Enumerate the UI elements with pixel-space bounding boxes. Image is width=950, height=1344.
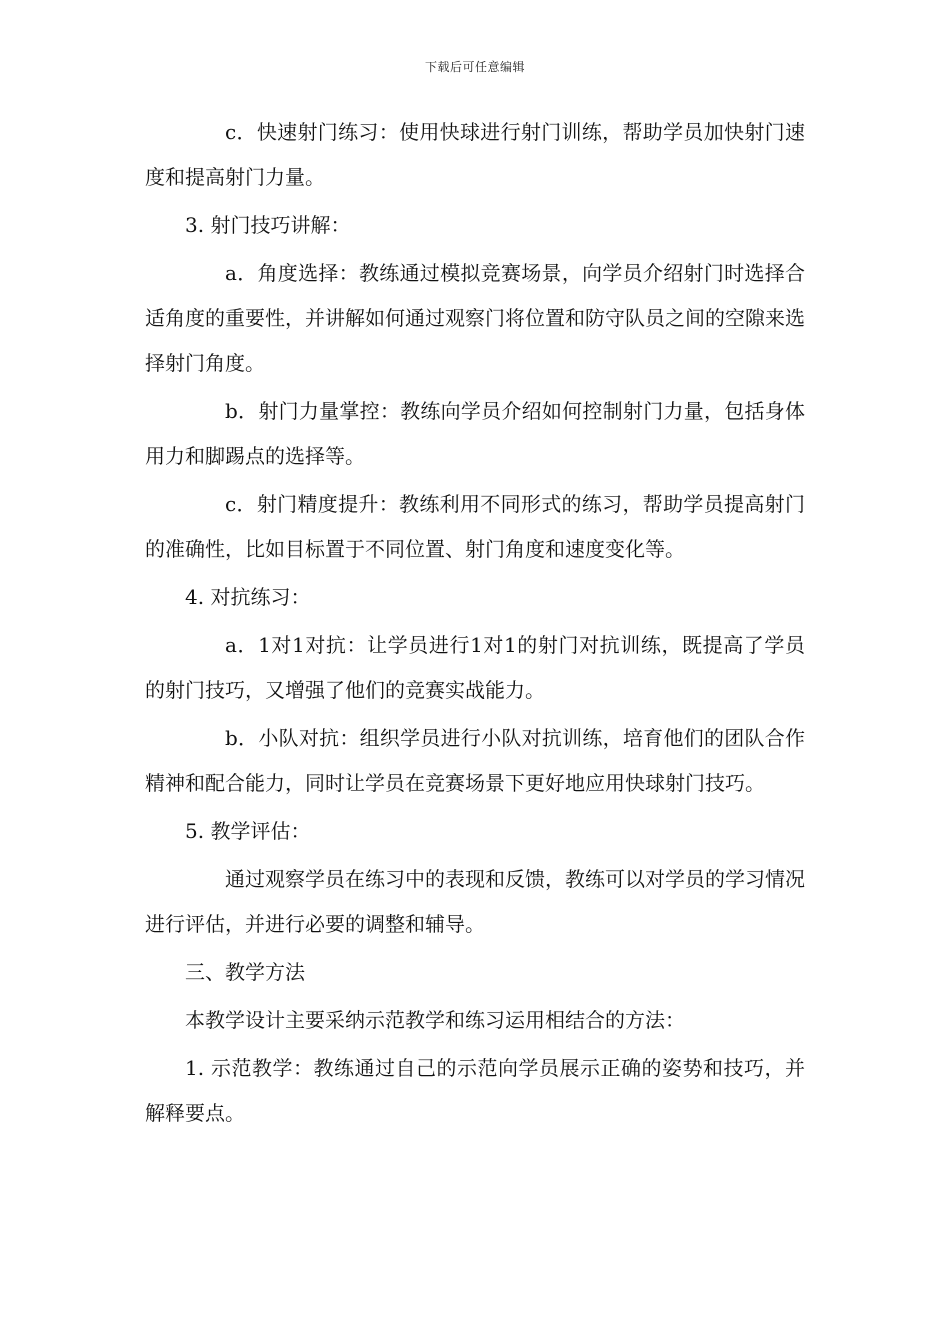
paragraph-accuracy: c．射门精度提升：教练利用不同形式的练习，帮助学员提高射门的准确性，比如目标置于不同位置、射门角度和速度变化等。 [145,492,805,561]
paragraph-methods-intro: 本教学设计主要采纳示范教学和练习运用相结合的方法： [185,1008,685,1032]
document-body [145,110,805,1139]
paragraph-evaluation: 通过观察学员在练习中的表现和反馈，教练可以对学员的学习情况进行评估，并进行必要的调整和辅导。 [145,867,805,936]
heading-confrontation-practice: 4. 对抗练习： [185,585,311,609]
heading-shooting-technique: 3. 射门技巧讲解： [185,213,351,237]
page-header-note: 下载后可任意编辑 [424,60,525,74]
paragraph-quick-shot-practice: c．快速射门练习：使用快球进行射门训练，帮助学员加快射门速度和提高射门力量。 [145,120,805,189]
paragraph-angle-selection: a．角度选择：教练通过模拟竞赛场景，向学员介绍射门时选择合适角度的重要性，并讲解如何通过观察门将位置和防守队员之间的空隙来选择射门角度。 [145,261,805,375]
heading-teaching-methods: 三、教学方法 [185,960,305,984]
paragraph-demonstration: 1. 示范教学：教练通过自己的示范向学员展示正确的姿势和技巧，并解释要点。 [145,1056,805,1125]
paragraph-power-control: b．射门力量掌控：教练向学员介绍如何控制射门力量，包括身体用力和脚踢点的选择等。 [145,399,805,468]
paragraph-one-on-one: a．1对1对抗：让学员进行1对1的射门对抗训练，既提高了学员的射门技巧，又增强了他们的竞赛实战能力。 [145,633,805,702]
paragraph-team-confrontation: b．小队对抗：组织学员进行小队对抗训练，培育他们的团队合作精神和配合能力，同时让学员在竞赛场景下更好地应用快球射门技巧。 [145,726,805,795]
heading-teaching-evaluation: 5. 教学评估： [185,819,311,843]
